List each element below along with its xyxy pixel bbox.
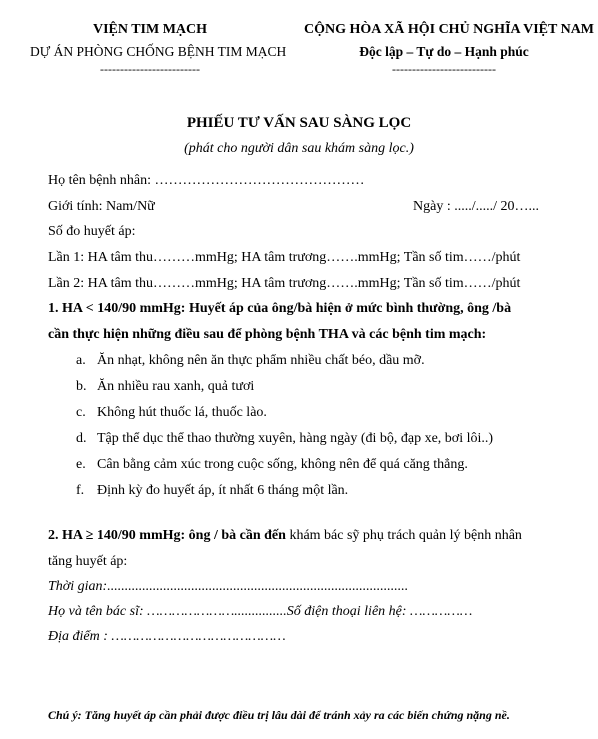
list-item: Ăn nhạt, không nên ăn thực phẩm nhiều chất béo, dầu mỡ. <box>97 353 425 368</box>
section2-heading-bold: 2. HA ≥ 140/90 mmHg: ông / bà cần đến <box>48 528 286 543</box>
list-item: Ăn nhiều rau xanh, quả tươi <box>97 379 255 394</box>
form-title: PHIẾU TƯ VẤN SAU SÀNG LỌC <box>186 115 412 131</box>
header-right-separator: -------------------------- <box>392 62 496 76</box>
time-field: Thời gian:...................................................................................... <box>48 579 409 594</box>
section1-heading-line1: 1. HA < 140/90 mmHg: Huyết áp của ông/bà hiện ở mức bình thường, ông /bà <box>48 301 512 316</box>
list-item: Không hút thuốc lá, thuốc lào. <box>97 405 267 420</box>
blood-pressure-label: Số đo huyết áp: <box>48 224 136 239</box>
list-item-marker: c. <box>76 405 86 420</box>
patient-name-field: Họ tên bệnh nhân: ……………………………………… <box>48 173 365 188</box>
form-subtitle: (phát cho người dân sau khám sàng lọc.) <box>184 141 414 156</box>
section2-heading <box>48 528 522 544</box>
project-name: DỰ ÁN PHÒNG CHỐNG BỆNH TIM MẠCH <box>30 44 287 59</box>
footnote: Chú ý: Tăng huyết áp cần phải được điều trị lâu dài để tránh xảy ra các biến chứng nặng nề. <box>48 708 510 722</box>
list-item-marker: e. <box>76 457 86 472</box>
list-item: Tập thể dục thể thao thường xuyên, hàng ngày (đi bộ, đạp xe, bơi lôi..) <box>97 431 494 446</box>
place-field: Địa điểm : …………………………………… <box>48 629 286 644</box>
section2-heading-rest: khám bác sỹ phụ trách quản lý bệnh nhân <box>285 528 522 543</box>
measurement-2: Lần 2: HA tâm thu………mmHg; HA tâm trương…….mmHg; Tần số tim……/phút <box>48 276 521 291</box>
header-left-separator: ------------------------- <box>100 62 200 76</box>
list-item-marker: a. <box>76 353 86 368</box>
motto: Độc lập – Tự do – Hạnh phúc <box>359 44 529 59</box>
section1-heading-line2: cần thực hiện những điều sau để phòng bệnh THA và các bệnh tim mạch: <box>48 327 487 342</box>
list-item: Định kỳ đo huyết áp, ít nhất 6 tháng một lần. <box>97 483 349 498</box>
list-item-marker: f. <box>76 483 85 498</box>
list-item-marker: b. <box>76 379 87 394</box>
country-title: CỘNG HÒA XÃ HỘI CHỦ NGHĨA VIỆT NAM <box>304 22 595 37</box>
institute-name: VIỆN TIM MẠCH <box>92 22 208 37</box>
date-field: Ngày : ...../...../ 20…... <box>413 199 539 214</box>
measurement-1: Lần 1: HA tâm thu………mmHg; HA tâm trương…….mmHg; Tần số tim……/phút <box>48 250 521 265</box>
list-item: Cân bằng cảm xúc trong cuộc sống, không nên để quá căng thẳng. <box>97 457 468 472</box>
doctor-field: Họ và tên bác sĩ: …………………...............Số điện thoại liên hệ: …………… <box>48 604 473 619</box>
section2-line2: tăng huyết áp: <box>48 554 128 569</box>
list-item-marker: d. <box>76 431 87 446</box>
gender-field: Giới tính: Nam/Nữ <box>48 199 155 214</box>
